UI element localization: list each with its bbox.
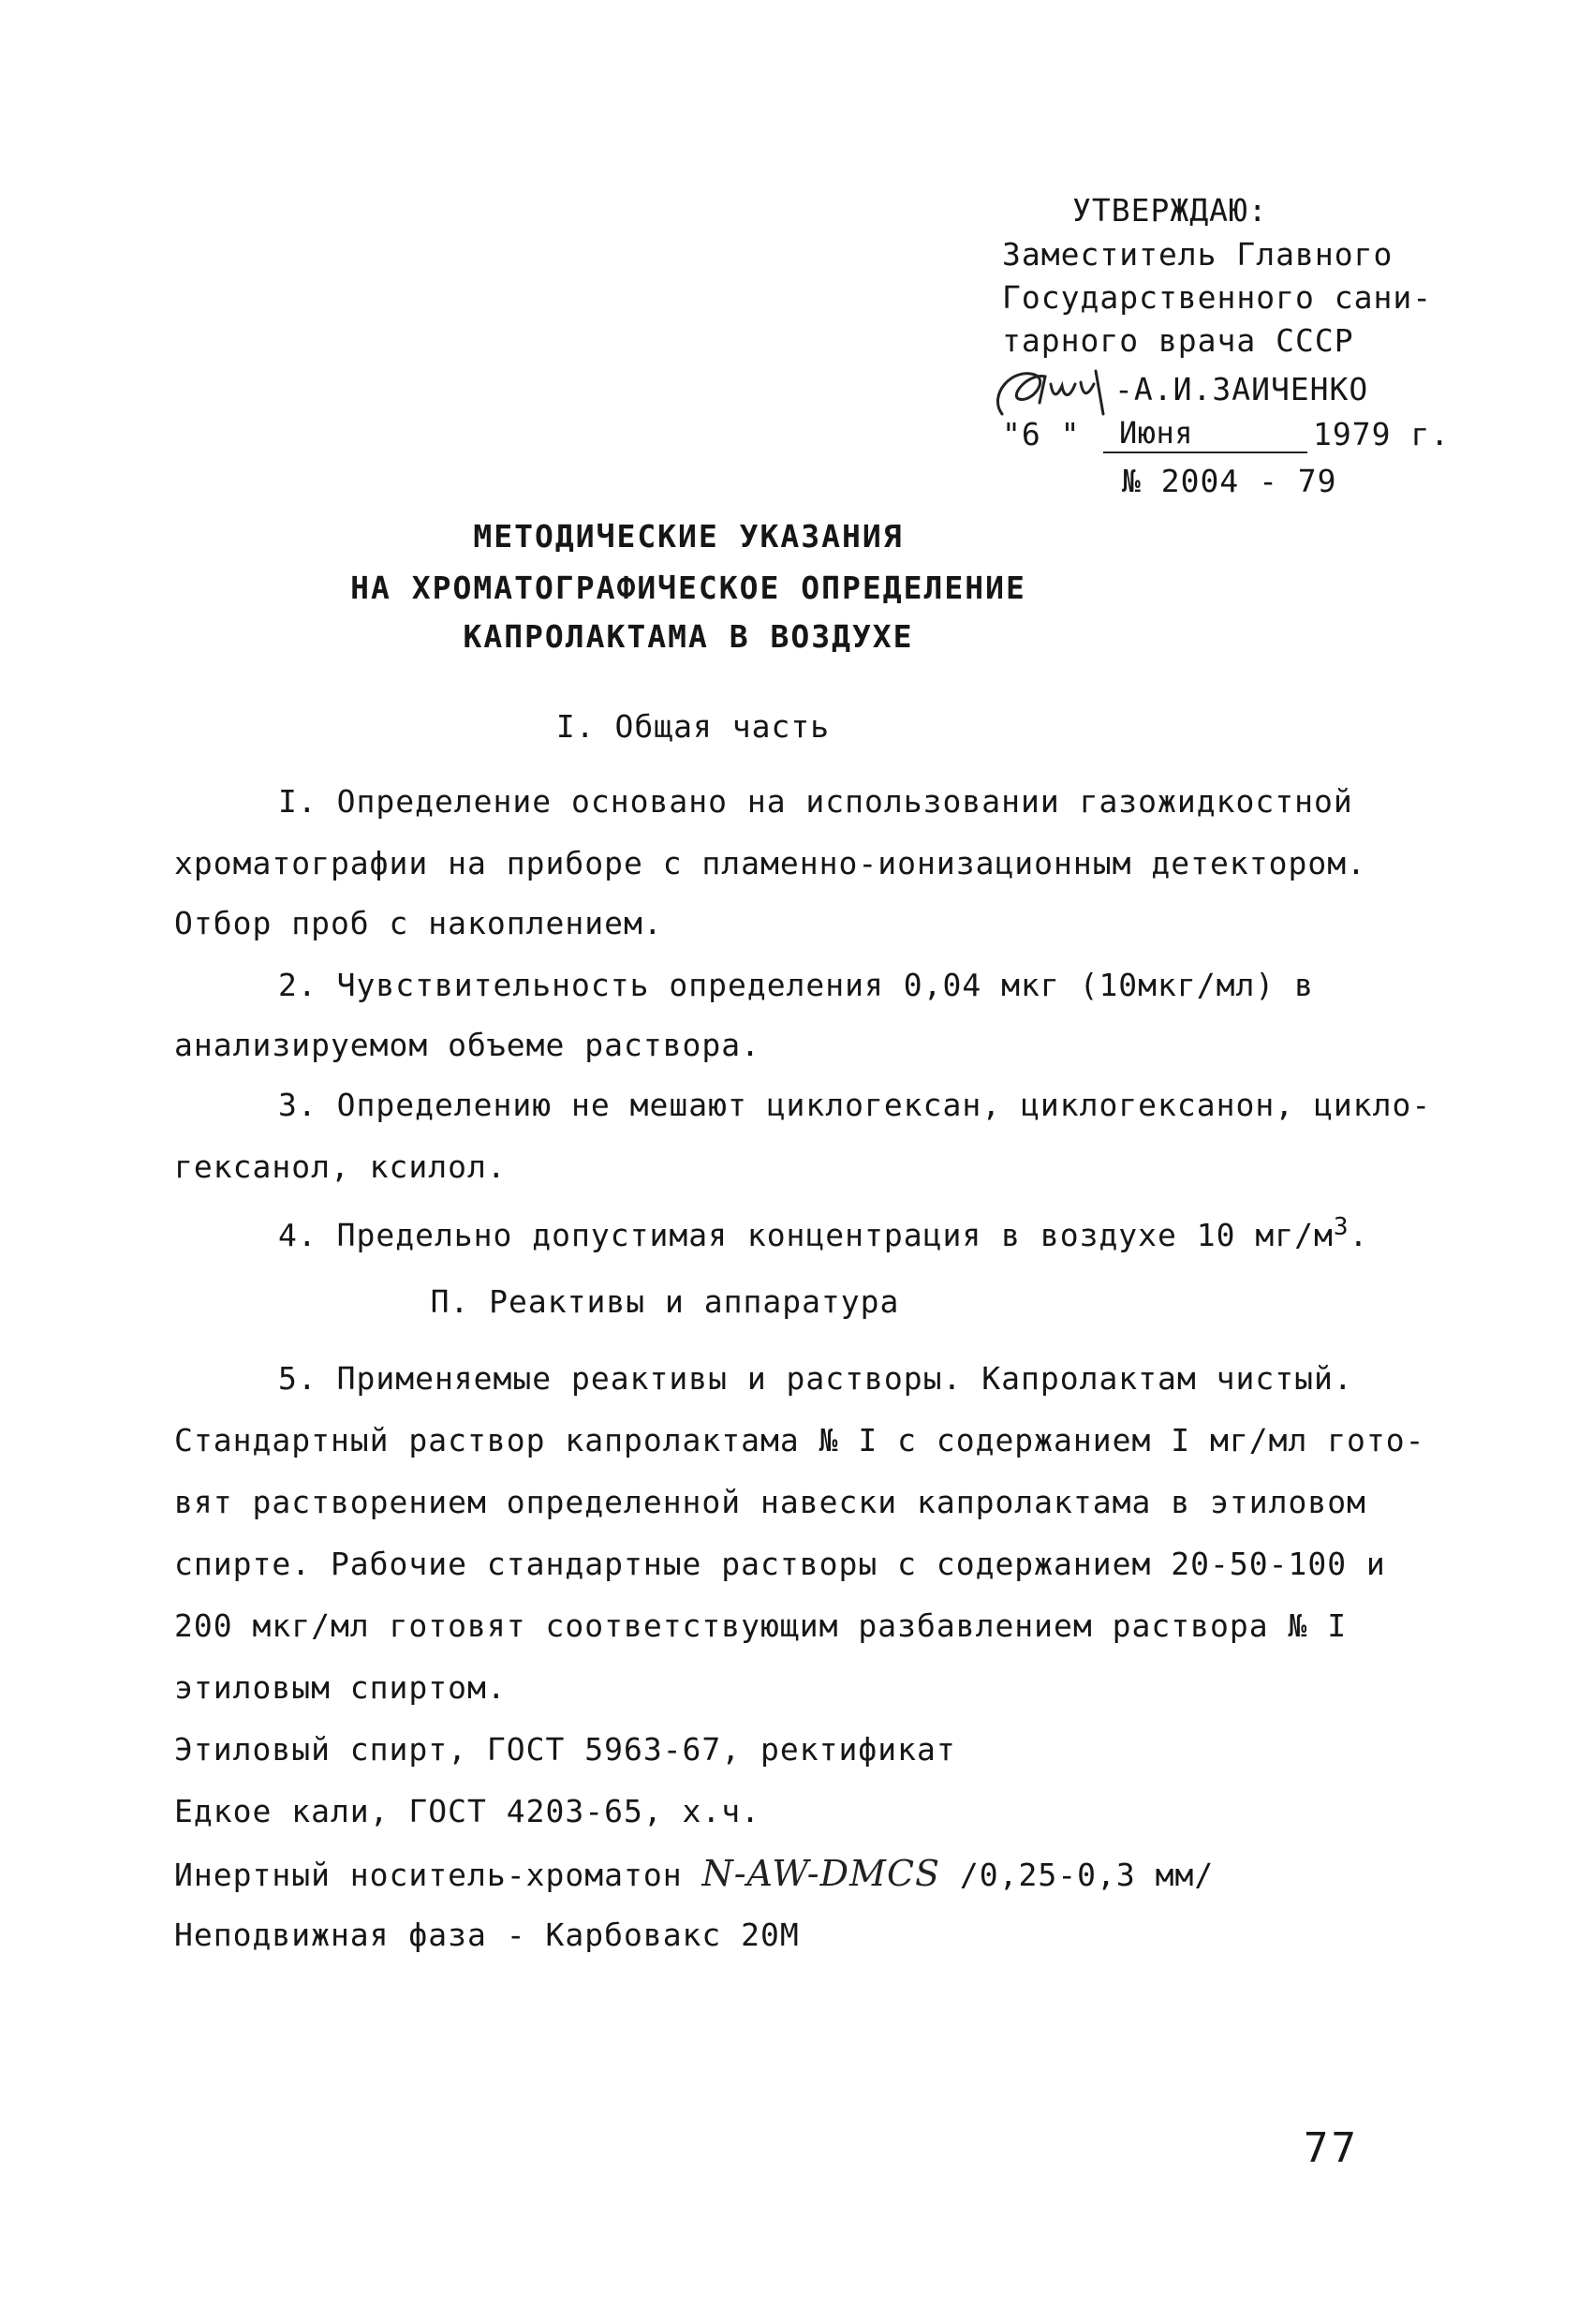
reagent-ethanol: Этиловый спирт, ГОСТ 5963-67, ректификат [174, 1731, 956, 1768]
para-5-line-3: вят растворением определенной навески капролактама в этиловом [174, 1484, 1366, 1520]
approval-number: № 2004 - 79 [1122, 463, 1337, 499]
inert-carrier-handwritten: N-AW-DMCS [701, 1853, 941, 1894]
inert-carrier-size: /0,25-0,3 мм/ [959, 1857, 1215, 1893]
para-3-line-2: гексанол, ксилол. [174, 1148, 507, 1185]
para-2-line-2: анализируемом объеме раствора. [174, 1027, 761, 1063]
para-5-line-5: 200 мкг/мл готовят соответствующим разбавлением раствора № I [174, 1607, 1348, 1644]
para-4-text: 4. Предельно допустимая концентрация в воздухе 10 мг/м [278, 1217, 1334, 1253]
para-4 [278, 1208, 1368, 1254]
title-line-3: КАПРОЛАКТАМА В ВОЗДУХЕ [463, 618, 914, 655]
handwritten-signature [983, 358, 1114, 423]
reagent-stationary-phase: Неподвижная фаза - Карбовакс 20М [174, 1917, 800, 1953]
approval-line-1: Заместитель Главного [1002, 236, 1394, 273]
approval-line-2: Государственного сани- [1002, 279, 1433, 316]
para-1-line-1: I. Определение основано на использовании газожидкостной [278, 783, 1353, 820]
approval-month: Июня [1119, 415, 1194, 451]
para-5-line-1: 5. Применяемые реактивы и растворы. Капролактам чистый. [278, 1360, 1353, 1397]
title-line-1: МЕТОДИЧЕСКИЕ УКАЗАНИЯ [473, 518, 904, 555]
para-5-line-2: Стандартный раствор капролактама № I с содержанием I мг/мл гото- [174, 1422, 1425, 1458]
para-5-line-4: спирте. Рабочие стандартные растворы с содержанием 20-50-100 и [174, 1546, 1386, 1582]
reagent-potassium-hydroxide: Едкое кали, ГОСТ 4203-65, х.ч. [174, 1793, 761, 1829]
approval-signatory: -А.И.ЗАИЧЕНКО [1114, 371, 1369, 407]
page-number: 77 [1304, 2124, 1359, 2172]
inert-carrier-label: Инертный носитель-хроматон [174, 1857, 683, 1893]
approval-title: УТВЕРЖДАЮ: [1072, 192, 1268, 229]
para-1-line-2: хроматографии на приборе с пламенно-ионизационным детектором. [174, 845, 1366, 881]
title-line-2: НА ХРОМАТОГРАФИЧЕСКОЕ ОПРЕДЕЛЕНИЕ [350, 570, 1026, 606]
para-5-line-6: этиловым спиртом. [174, 1669, 507, 1706]
para-3-line-1: 3. Определению не мешают циклогексан, циклогексанон, цикло- [278, 1087, 1432, 1123]
para-2-line-1: 2. Чувствительность определения 0,04 мкг (10мкг/мл) в [278, 967, 1314, 1003]
section-2-heading: П. Реактивы и аппаратура [430, 1283, 900, 1320]
section-1-heading: I. Общая часть [555, 708, 831, 745]
approval-day: "6 " [1002, 416, 1081, 452]
reagent-inert-carrier [174, 1855, 1214, 1894]
month-underline [1103, 451, 1307, 453]
approval-year: 1979 г. [1313, 416, 1451, 452]
superscript-3: 3 [1333, 1213, 1350, 1241]
approval-line-3: тарного врача СССР [1002, 322, 1354, 359]
para-1-line-3: Отбор проб с накоплением. [174, 905, 663, 941]
para-4-end: . [1349, 1217, 1369, 1253]
